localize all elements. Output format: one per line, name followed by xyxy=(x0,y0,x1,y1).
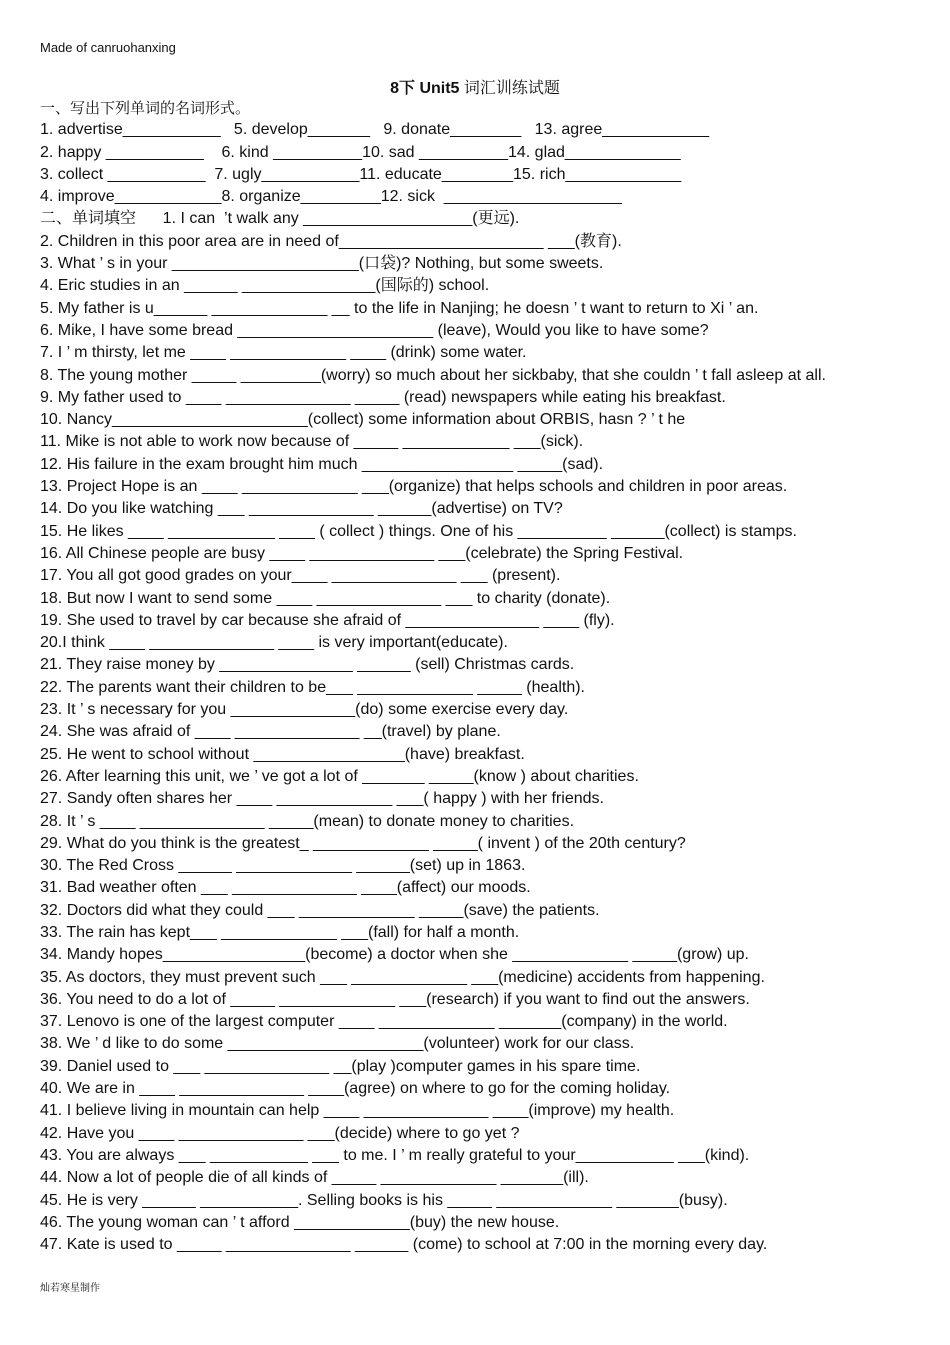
question-item: 46. The young woman can ’ t afford _____________(buy) the new house. xyxy=(40,1213,560,1231)
title-rest: 词汇训练试题 xyxy=(459,80,560,97)
title-unit: 8下 Unit5 xyxy=(390,80,460,97)
question-item: 29. What do you think is the greatest_ _____________ _____( invent ) of the 20th century? xyxy=(40,834,686,852)
question-item: 42. Have you ____ ______________ ___(decide) where to go yet ? xyxy=(40,1124,520,1142)
question-item: 18. But now I want to send some ____ ______________ ___ to charity (donate). xyxy=(40,589,611,607)
question-item: 15. He likes ____ ____________ ____ ( collect ) things. One of his __________ ______(collect) is stamps. xyxy=(40,522,797,540)
question-item: 8. The young mother _____ _________(worry) so much about her sickbaby, that she couldn ’ t fall asleep at all. xyxy=(40,366,826,384)
question-item: 43. You are always ___ ___________ ___ to me. I ’ m really grateful to your___________ ___(kind). xyxy=(40,1146,750,1164)
question-item: 12. His failure in the exam brought him much _________________ _____(sad). xyxy=(40,455,604,473)
question-item: 24. She was afraid of ____ ______________ __(travel) by plane. xyxy=(40,723,501,741)
question-item: 38. We ’ d like to do some ______________________(volunteer) work for our class. xyxy=(40,1035,635,1053)
question-item: 25. He went to school without _________________(have) breakfast. xyxy=(40,745,525,763)
question-item: 13. Project Hope is an ____ _____________ ___(organize) that helps schools and children in poor areas. xyxy=(40,478,788,496)
question-item: 22. The parents want their children to be___ _____________ _____ (health). xyxy=(40,678,585,696)
section1-row: 3. collect ___________ 7. ugly___________11. educate________15. rich_____________ xyxy=(40,165,682,183)
question-item: 20.I think ____ ______________ ____ is very important(educate). xyxy=(40,634,508,652)
section1-heading: 一、写出下列单词的名词形式。 xyxy=(40,99,251,117)
question-item: 16. All Chinese people are busy ____ ______________ ___(celebrate) the Spring Festival. xyxy=(40,544,684,562)
section1-row: 2. happy ___________ 6. kind __________10. sad __________14. glad_____________ xyxy=(40,143,681,161)
question-item: 33. The rain has kept___ _____________ ___(fall) for half a month. xyxy=(40,923,520,941)
question-item: 9. My father used to ____ ______________ _____ (read) newspapers while eating his breakfast. xyxy=(40,388,726,406)
question-item: 5. My father is u______ _____________ __ to the life in Nanjing; he doesn ’ t want to return to Xi ’ an. xyxy=(40,299,759,317)
question-item: 2. Children in this poor area are in need of_______________________ ___(教育). xyxy=(40,232,622,250)
question-item: 19. She used to travel by car because she afraid of _______________ ____ (fly). xyxy=(40,611,615,629)
question-item: 37. Lenovo is one of the largest computer ____ _____________ _______(company) in the world. xyxy=(40,1013,728,1031)
question-item: 28. It ’ s ____ ______________ _____(mean) to donate money to charities. xyxy=(40,812,575,830)
question-item: 6. Mike, I have some bread ______________________ (leave), Would you like to have some? xyxy=(40,321,709,339)
section1-row: 4. improve____________8. organize_________12. sick ____________________ xyxy=(40,188,622,206)
question-item: 47. Kate is used to _____ ______________ ______ (come) to school at 7:00 in the morning every day. xyxy=(40,1236,768,1254)
section2-heading: 二、单词填空 1. I can ’t walk any ___________________(更远). xyxy=(40,210,520,228)
question-item: 31. Bad weather often ___ ______________ ____(affect) our moods. xyxy=(40,879,531,897)
question-item: 30. The Red Cross ______ _____________ ______(set) up in 1863. xyxy=(40,857,526,875)
section1-row: 1. advertise___________ 5. develop_______ 9. donate________ 13. agree____________ xyxy=(40,121,710,139)
question-item: 26. After learning this unit, we ’ ve got a lot of _______ _____(know ) about charities. xyxy=(40,767,639,785)
question-item: 41. I believe living in mountain can help ____ ______________ ____(improve) my health. xyxy=(40,1102,675,1120)
question-item: 10. Nancy______________________(collect) some information about ORBIS, hasn ? ’ t he xyxy=(40,411,686,429)
question-item: 35. As doctors, they must prevent such ___ _____________ ___(medicine) accidents from happening. xyxy=(40,968,765,986)
question-item: 7. I ’ m thirsty, let me ____ _____________ ____ (drink) some water. xyxy=(40,344,527,362)
question-list xyxy=(40,231,945,1257)
question-item: 4. Eric studies in an ______ _______________(国际的) school. xyxy=(40,277,490,295)
question-item: 39. Daniel used to ___ ______________ __(play )computer games in his spare time. xyxy=(40,1057,641,1075)
question-item: 23. It ’ s necessary for you ______________(do) some exercise every day. xyxy=(40,701,569,719)
footer-note: 灿若寒星制作 xyxy=(40,1283,100,1294)
question-item: 34. Mandy hopes________________(become) a doctor when she _____________ _____(grow) up. xyxy=(40,946,749,964)
page-title xyxy=(0,75,950,98)
question-item: 11. Mike is not able to work now because of _____ ____________ ___(sick). xyxy=(40,433,584,451)
question-item: 44. Now a lot of people die of all kinds of _____ _____________ _______(ill). xyxy=(40,1169,589,1187)
question-item: 32. Doctors did what they could ___ _____________ _____(save) the patients. xyxy=(40,901,600,919)
question-item: 27. Sandy often shares her ____ _____________ ___( happy ) with her friends. xyxy=(40,790,604,808)
question-item: 40. We are in ____ ______________ ____(agree) on where to go for the coming holiday. xyxy=(40,1080,671,1098)
worksheet-body xyxy=(40,97,945,1256)
question-item: 17. You all got good grades on your____ ______________ ___ (present). xyxy=(40,567,561,585)
question-item: 21. They raise money by _______________ ______ (sell) Christmas cards. xyxy=(40,656,575,674)
header-note: Made of canruohanxing xyxy=(40,40,176,55)
question-item: 36. You need to do a lot of _____ _____________ ___(research) if you want to find out the answers. xyxy=(40,990,750,1008)
question-item: 45. He is very ______ ___________. Selling books is his _____ _____________ _______(busy). xyxy=(40,1191,728,1209)
question-item: 14. Do you like watching ___ ______________ ______(advertise) on TV? xyxy=(40,500,563,518)
question-item: 3. What ’ s in your _____________________(口袋)? Nothing, but some sweets. xyxy=(40,255,604,273)
